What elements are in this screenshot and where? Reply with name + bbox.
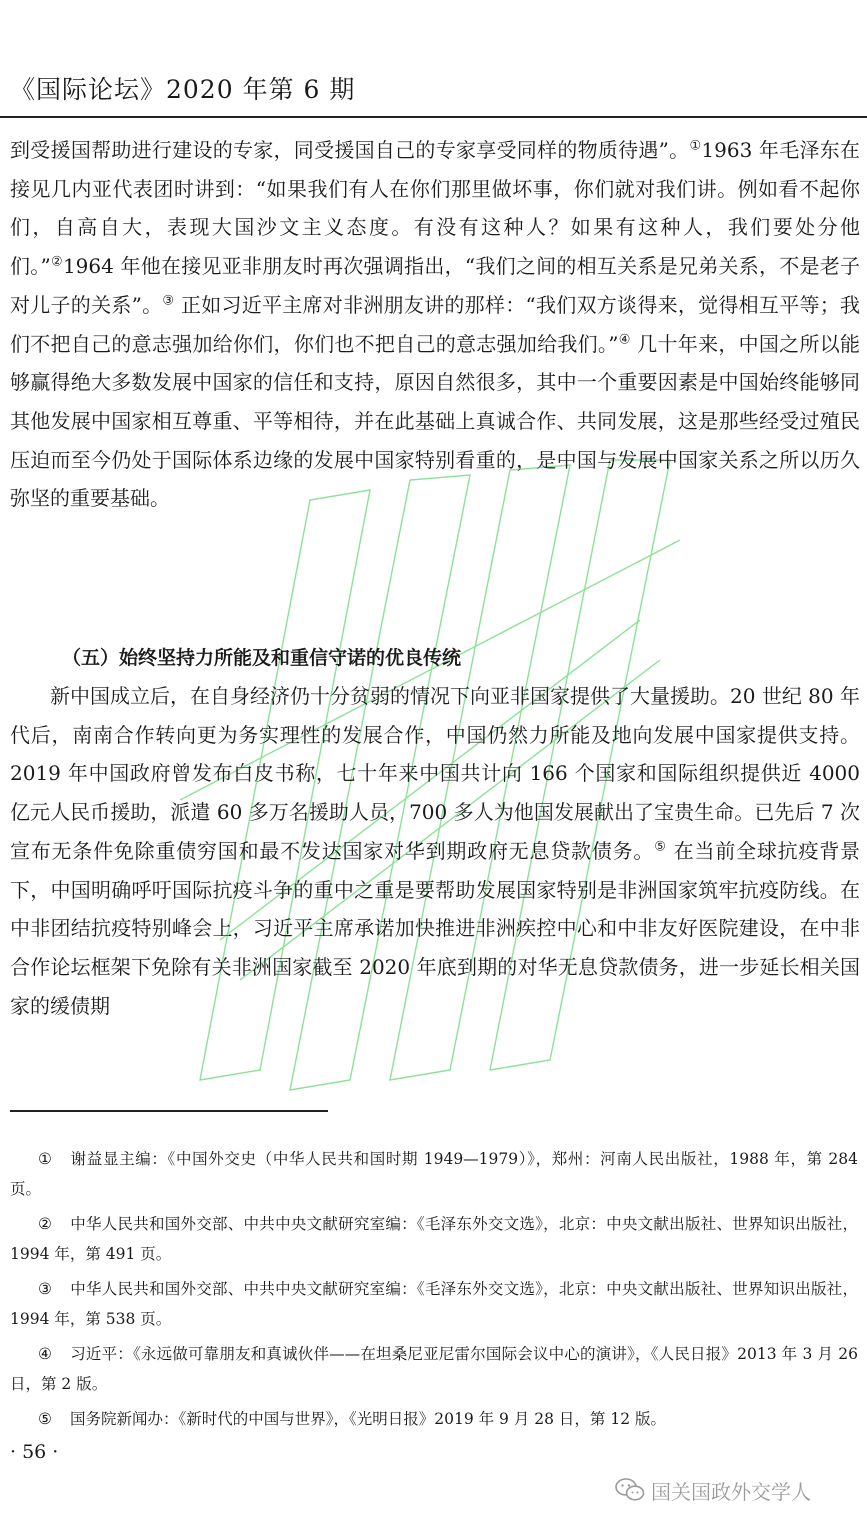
footnote-text: 中华人民共和国外交部、中共中央文献研究室编：《毛泽东外交文选》，北京：中央文献出版社、世界知识出版社，1994 年，第 491 页。 bbox=[10, 1215, 858, 1263]
footnote-ref-1[interactable]: ① bbox=[689, 138, 702, 154]
footnote-number: ④ bbox=[38, 1345, 52, 1363]
footnote-ref-5[interactable]: ⑤ bbox=[654, 839, 667, 855]
paragraph-text: 1964 年他在接见亚非朋友时再次强调指出，“我们之间的相互关系是兄弟关系，不是老子对儿子的关系”。 bbox=[10, 254, 861, 317]
footnote-item bbox=[10, 1145, 858, 1204]
footnote-ref-2[interactable]: ② bbox=[50, 254, 63, 270]
paragraph-text: 在当前全球抗疫背景下，中国明确呼吁国际抗疫斗争的重中之重是要帮助发展国家特别是非洲国家筑牢抗疫防线。在中非团结抗疫特别峰会上，习近平主席承诺加快推进非洲疾控中心和中非友好医院建设，在中非合作论坛框架下免除有关非洲国家截至 2020 年底到期的对华无息贷款债务，进一步延长相关国家的缓债期 bbox=[10, 838, 861, 1018]
wechat-icon bbox=[615, 1477, 645, 1503]
footnote-ref-3[interactable]: ③ bbox=[162, 293, 175, 309]
footnote-item bbox=[10, 1275, 858, 1334]
footnote-text: 习近平：《永远做可靠朋友和真诚伙伴——在坦桑尼亚尼雷尔国际会议中心的演讲》，《人民日报》2013 年 3 月 26 日，第 2 版。 bbox=[10, 1345, 858, 1393]
footnote-text: 谢益显主编：《中国外交史（中华人民共和国时期 1949—1979）》，郑州：河南人民出版社，1988 年，第 284 页。 bbox=[10, 1150, 858, 1198]
section-heading: （五）始终坚持力所能及和重信守诺的优良传统 bbox=[62, 647, 462, 669]
footnote-number: ③ bbox=[38, 1280, 52, 1298]
body-paragraph-2 bbox=[10, 677, 860, 1025]
footnote-number: ② bbox=[38, 1215, 52, 1233]
footnotes-section bbox=[10, 1145, 858, 1441]
footnote-item bbox=[10, 1210, 858, 1269]
body-paragraph-1 bbox=[10, 131, 860, 518]
paragraph-text: 几十年来，中国之所以能够赢得绝大多数发展中国家的信任和支持，原因自然很多，其中一个重要因素是中国始终能够同其他发展中国家相互尊重、平等相待，并在此基础上真诚合作、共同发展，这是那些经受过殖民压迫而至今仍处于国际体系边缘的发展中国家特别看重的，是中国与发展中国家关系之所以历久弥坚的重要基础。 bbox=[10, 331, 860, 511]
page-number: · 56 · bbox=[10, 1441, 59, 1463]
wechat-source-label: 国关国政外交学人 bbox=[651, 1479, 811, 1504]
footnote-number: ⑤ bbox=[38, 1410, 52, 1428]
paragraph-text: 正如习近平主席对非洲朋友讲的那样：“我们双方谈得来，觉得相互平等；我们不把自己的意志强加给你们，你们也不把自己的意志强加给我们。” bbox=[10, 292, 860, 356]
footnote-number: ① bbox=[38, 1150, 52, 1168]
footnote-text: 中华人民共和国外交部、中共中央文献研究室编：《毛泽东外交文选》，北京：中央文献出版社、世界知识出版社，1994 年，第 538 页。 bbox=[10, 1280, 858, 1328]
wechat-source-badge[interactable] bbox=[615, 1473, 811, 1507]
footnote-divider bbox=[10, 1110, 328, 1112]
journal-header-title: 《国际论坛》2020 年第 6 期 bbox=[10, 75, 356, 104]
header-divider bbox=[0, 116, 867, 118]
paragraph-text: 1963 年毛泽东在接见几内亚代表团时讲到：“如果我们有人在你们那里做坏事，你们就对我们讲。例如看不起你们，自高自大，表现大国沙文主义态度。有没有这种人？如果有这种人，我们要处分他们。” bbox=[10, 138, 861, 279]
footnote-item bbox=[10, 1405, 858, 1435]
paragraph-text: 到受援国帮助进行建设的专家，同受援国自己的专家享受同样的物质待遇”。 bbox=[10, 138, 690, 162]
footnote-text: 国务院新闻办：《新时代的中国与世界》，《光明日报》2019 年 9 月 28 日，第 12 版。 bbox=[70, 1410, 666, 1428]
paragraph-text: 新中国成立后，在自身经济仍十分贫弱的情况下向亚非国家提供了大量援助。20 世纪 80 年代后，南南合作转向更为务实理性的发展合作，中国仍然力所能及地向发展中国家提供支持。2019 年中国政府曾发布白皮书称，七十年来中国共计向 166 个国家和国际组织提供近 4000 亿元人民币援助，派遣 60 多万名援助人员，700 多人为他国发展献出了宝贵生命。已先后 7 次宣布无条件免除重债穷国和最不发达国家对华到期政府无息贷款债务。 bbox=[10, 684, 860, 863]
footnote-ref-4[interactable]: ④ bbox=[618, 331, 631, 347]
footnote-item bbox=[10, 1340, 858, 1399]
